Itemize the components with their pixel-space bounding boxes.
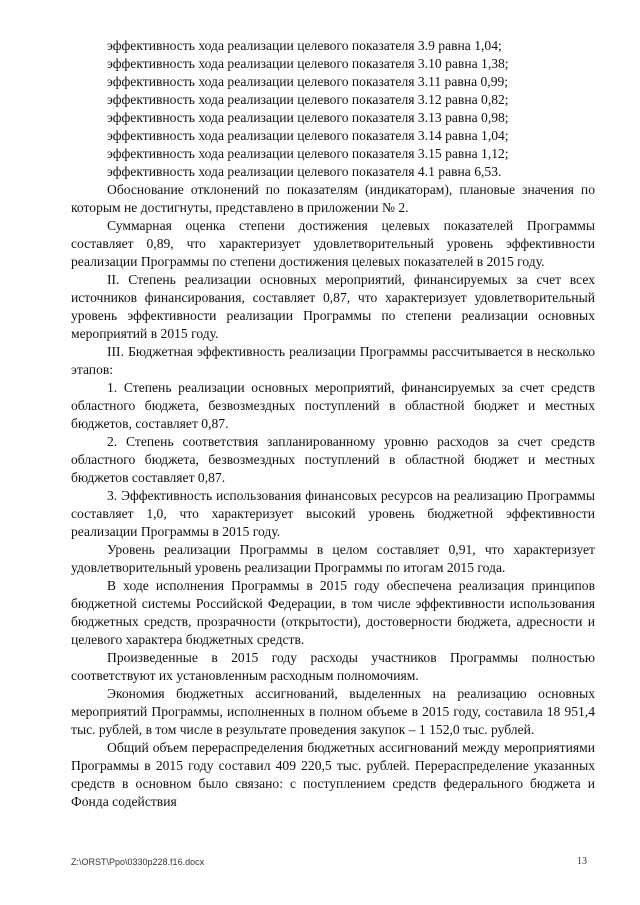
paragraph-section-iii: III. Бюджетная эффективность реализации Программы рассчитывается в несколько этапов: [71, 344, 595, 377]
paragraph-section-ii: II. Степень реализации основных мероприятий, финансируемых за счет всех источников финансирования, составляет 0,87, что характеризует удовлетворительный уровень эффективности реализации Программы по степени реализации основных мероприятий в 2015 году. [71, 272, 595, 341]
document-body [71, 37, 595, 811]
indicator-line: эффективность хода реализации целевого показателя 3.11 равна 0,99; [107, 74, 509, 89]
paragraph-summary-assessment: Суммарная оценка степени достижения целевых показателей Программы составляет 0,89, что характеризует удовлетворительный уровень эффективности реализации Программы по степени достижения целевых показателей в 2015 году. [71, 218, 595, 269]
indicator-line: эффективность хода реализации целевого показателя 3.15 равна 1,12; [107, 146, 509, 161]
indicator-line: эффективность хода реализации целевого показателя 3.9 равна 1,04; [107, 38, 502, 53]
paragraph-overall-level: Уровень реализации Программы в целом составляет 0,91, что характеризует удовлетворительный уровень реализации Программы по итогам 2015 года. [71, 542, 595, 575]
indicator-line: эффективность хода реализации целевого показателя 3.12 равна 0,82; [107, 92, 509, 107]
paragraph-deviation-rationale: Обоснование отклонений по показателям (индикаторам), плановые значения по которым не достигнуты, представлено в приложении № 2. [71, 182, 595, 215]
footer-file-path: Z:\ORST\Ppo\0330p228.f16.docx [71, 857, 205, 867]
page-number: 13 [577, 856, 587, 867]
indicator-line: эффективность хода реализации целевого показателя 4.1 равна 6,53. [107, 164, 502, 179]
paragraph-savings: Экономия бюджетных ассигнований, выделенных на реализацию основных мероприятий Программы, исполненных в полном объеме в 2015 году, составила 18 951,4 тыс. рублей, в том числе в результате проведения закупок – 1 152,0 тыс. рублей. [71, 686, 595, 737]
indicator-line: эффективность хода реализации целевого показателя 3.13 равна 0,98; [107, 110, 509, 125]
paragraph-redistribution: Общий объем перераспределения бюджетных ассигнований между мероприятиями Программы в 2015 году составил 409 220,5 тыс. рублей. Перераспределение указанных средств в основном было связано: с поступлением средств федерального бюджета и Фонда содействия [71, 740, 595, 809]
paragraph-budget-principles: В ходе исполнения Программы в 2015 году обеспечена реализация принципов бюджетной системы Российской Федерации, в том числе эффективности использования бюджетных средств, прозрачности (открытости), достоверности бюджета, адресности и целевого характера бюджетных средств. [71, 578, 595, 647]
indicator-line: эффективность хода реализации целевого показателя 3.10 равна 1,38; [107, 56, 509, 71]
paragraph-stage-2: 2. Степень соответствия запланированному уровню расходов за счет средств областного бюджета, безвозмездных поступлений в областной бюджет и местных бюджетов составляет 0,87. [71, 434, 595, 485]
paragraph-stage-3: 3. Эффективность использования финансовых ресурсов на реализацию Программы составляет 1,0, что характеризует высокий уровень бюджетной эффективности реализации Программы в 2015 году. [71, 488, 595, 539]
indicator-line: эффективность хода реализации целевого показателя 3.14 равна 1,04; [107, 128, 509, 143]
paragraph-stage-1: 1. Степень реализации основных мероприятий, финансируемых за счет средств областного бюджета, безвозмездных поступлений в областной бюджет и местных бюджетов, составляет 0,87. [71, 380, 595, 431]
paragraph-expenses: Произведенные в 2015 году расходы участников Программы полностью соответствуют их установленным расходным полномочиям. [71, 650, 595, 683]
